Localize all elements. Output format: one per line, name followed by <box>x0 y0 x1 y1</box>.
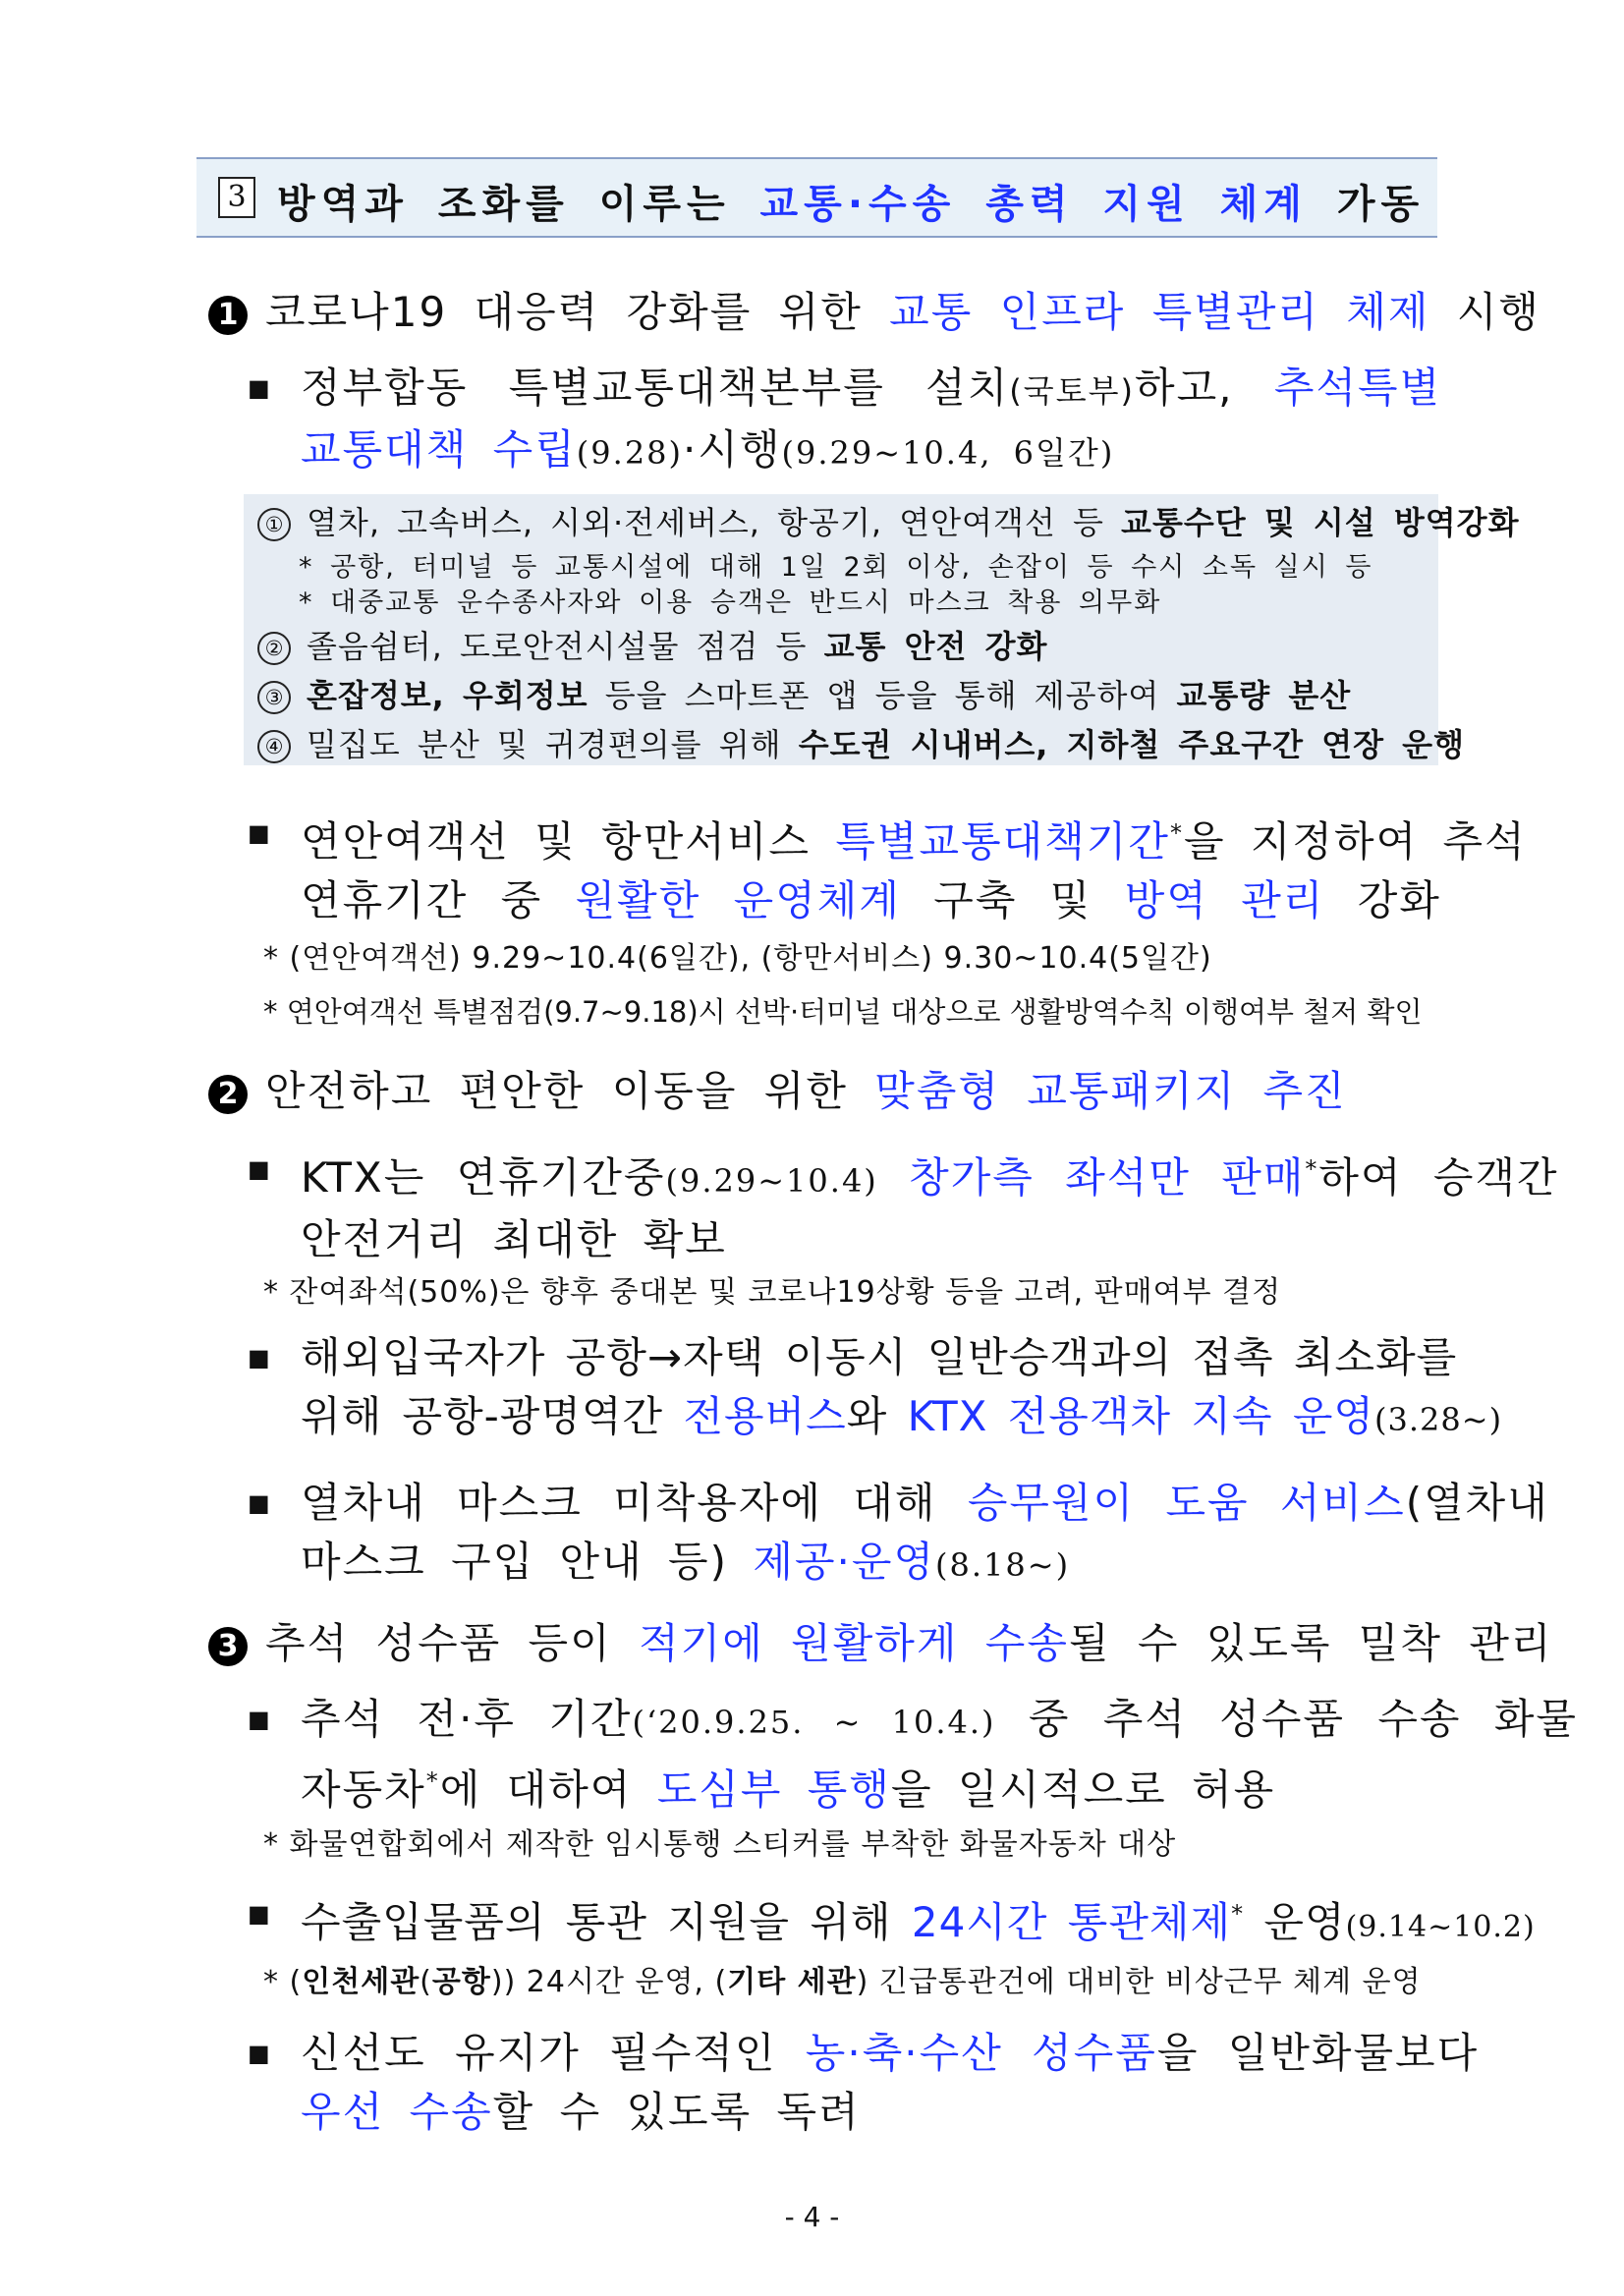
bullet-item: ■ 열차내 마스크 미착용자에 대해 승무원이 도움 서비스(열차내 마스크 구입 안내 등) 제공·운영(8.18~) <box>253 1474 1442 1595</box>
bullet-square-icon: ■ <box>248 1344 272 1372</box>
page-number: - 4 - <box>784 2201 840 2233</box>
bullet-item: ■ 신선도 유지가 필수적인 농·축·수산 성수품을 일반화물보다 우선 수송할 수 있도록 독려 <box>253 2024 1442 2142</box>
bullet-item: ■ 연안여객선 및 항만서비스 특별교통대책기간*을 지정하여 추석 연휴기간 중 원활한 운영체계 구축 및 방역 관리 강화 <box>253 804 1442 930</box>
bullet-item: ■ 정부합동 특별교통대책본부를 설치(국토부)하고, 추석특별 교통대책 수립(9.28)·시행(9.29~10.4, 6일간) <box>253 359 1442 482</box>
measure-row: ② 졸음쉼터, 도로안전시설물 점검 등 교통 안전 강화 <box>257 622 1047 667</box>
bullet-square-icon: ■ <box>248 1489 272 1517</box>
measure-note: * 대중교통 운수종사자와 이용 승객은 반드시 마스크 착용 의무화 <box>299 588 1162 618</box>
footnote: * 잔여좌석(50%)은 향후 중대본 및 코로나19상황 등을 고려, 판매여부 결정 <box>263 1275 1282 1310</box>
section-header <box>196 157 1437 238</box>
heading-number: 1 <box>208 296 248 335</box>
bullet-item: ■ 추석 전·후 기간(‘20.9.25. ~ 10.4.) 중 추석 성수품 수송 화물 자동차*에 대하여 도심부 통행을 일시적으로 허용 <box>253 1690 1442 1820</box>
measure-note: * 공항, 터미널 등 교통시설에 대해 1일 2회 이상, 손잡이 등 수시 소독 실시 등 <box>299 552 1373 583</box>
footnote: * (인천세관(공항)) 24시간 운영, (기타 세관) 긴급통관건에 대비한 비상근무 체계 운영 <box>263 1965 1422 1999</box>
heading-number: 3 <box>208 1627 248 1666</box>
heading-2: 2 안전하고 편안한 이동을 위한 맞춤형 교통패키지 추진 <box>208 1059 1347 1118</box>
section-number: 3 <box>218 177 255 218</box>
bullet-square-icon: ■ <box>248 2040 272 2067</box>
bullet-square-icon: ■ <box>248 1706 272 1733</box>
footnote: * 화물연합회에서 제작한 임시통행 스티커를 부착한 화물자동차 대상 <box>263 1827 1177 1862</box>
bullet-item: ■ 해외입국자가 공항→자택 이동시 일반승객과의 접촉 최소화를 위해 공항-광명역간 전용버스와 KTX 전용객차 지속 운영(3.28~) <box>253 1328 1442 1449</box>
measures-box <box>244 494 1520 765</box>
section-title: 방역과 조화를 이루는 교통·수송 총력 지원 체계 가동 <box>277 182 1426 227</box>
measure-row: ③ 혼잡정보, 우회정보 등을 스마트폰 앱 등을 통해 제공하여 교통량 분산 <box>257 671 1351 716</box>
bullet-item: ■ KTX는 연휴기간중(9.29~10.4) 창가측 좌석만 판매*하여 승객간 안전거리 최대한 확보 <box>253 1140 1442 1269</box>
footnote: * (연안여객선) 9.29~10.4(6일간), (항만서비스) 9.30~10.4(5일간) <box>263 941 1212 976</box>
bullet-square-icon: ■ <box>248 1155 272 1183</box>
bullet-item: ■ 수출입물품의 통관 지원을 위해 24시간 통관체제* 운영(9.14~10.2) <box>253 1884 1442 1957</box>
bullet-square-icon: ■ <box>248 1900 272 1928</box>
bullet-square-icon: ■ <box>248 819 272 847</box>
bullet-square-icon: ■ <box>248 374 272 402</box>
heading-3: 3 추석 성수품 등이 적기에 원활하게 수송될 수 있도록 밀착 관리 <box>208 1611 1552 1670</box>
measure-row: ④ 밀집도 분산 및 귀경편의를 위해 수도권 시내버스, 지하철 주요구간 연장 운행 <box>257 720 1465 765</box>
footnote: * 연안여객선 특별점검(9.7~9.18)시 선박·터미널 대상으로 생활방역수칙 이행여부 철저 확인 <box>263 995 1423 1029</box>
heading-1: 1 코로나19 대응력 강화를 위한 교통 인프라 특별관리 체제 시행 <box>208 280 1540 339</box>
heading-number: 2 <box>208 1075 248 1114</box>
measure-row: ① 열차, 고속버스, 시외·전세버스, 항공기, 연안여객선 등 교통수단 및 시설 방역강화 <box>257 498 1520 543</box>
